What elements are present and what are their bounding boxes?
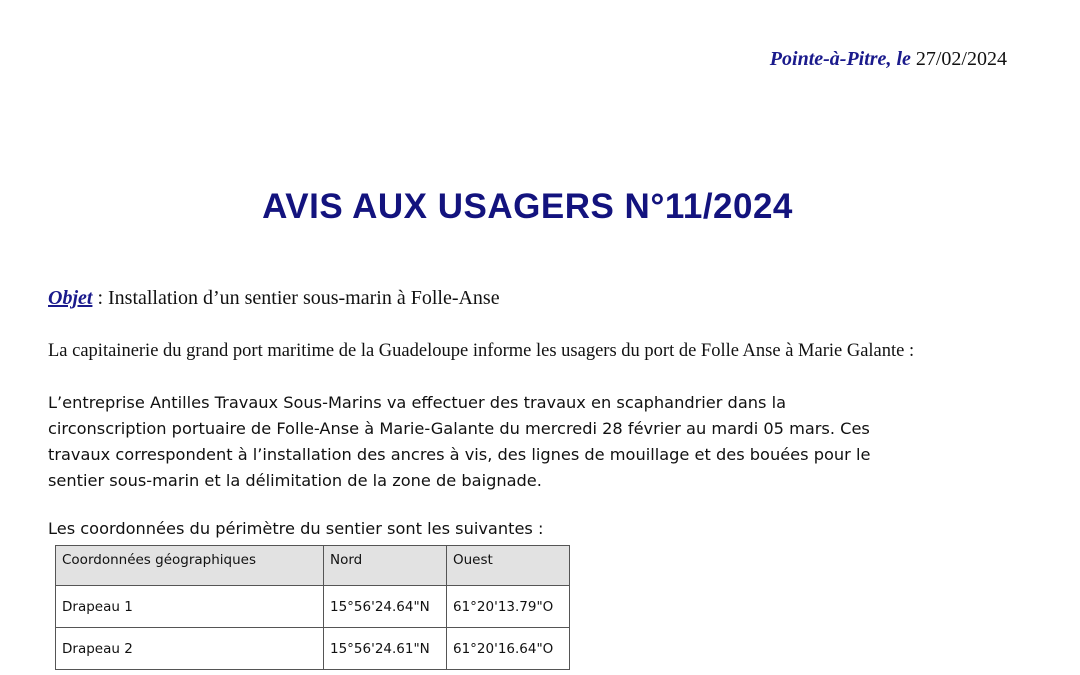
dateline-place: Pointe-à-Pitre, le xyxy=(769,48,911,70)
body-line: travaux correspondent à l’installation des ancres à vis, des lignes de mouillage et des bouées pour le xyxy=(48,445,871,464)
subject-separator: : xyxy=(92,287,108,309)
table-row xyxy=(56,628,570,670)
intro-paragraph: La capitainerie du grand port maritime de la Guadeloupe informe les usagers du port de Folle Anse à Marie Galante : xyxy=(48,341,915,361)
cell-north: 15°56'24.61"N xyxy=(324,628,447,670)
coordinates-table xyxy=(55,545,570,670)
subject-line xyxy=(48,287,500,310)
table-header-row xyxy=(56,546,570,586)
body-line: L’entreprise Antilles Travaux Sous-Marins va effectuer des travaux en scaphandrier dans la xyxy=(48,393,786,412)
header-coordinates: Coordonnées géographiques xyxy=(56,546,324,586)
dateline xyxy=(770,48,1007,71)
body-paragraph xyxy=(48,390,968,494)
subject-text: Installation d’un sentier sous-marin à Folle-Anse xyxy=(108,287,500,309)
cell-west: 61°20'13.79"O xyxy=(447,586,570,628)
cell-flag-name: Drapeau 2 xyxy=(56,628,324,670)
cell-west: 61°20'16.64"O xyxy=(447,628,570,670)
table-row xyxy=(56,586,570,628)
cell-north: 15°56'24.64"N xyxy=(324,586,447,628)
header-west: Ouest xyxy=(447,546,570,586)
coordinates-intro: Les coordonnées du périmètre du sentier sont les suivantes : xyxy=(48,519,544,538)
notice-title: AVIS AUX USAGERS N°11/2024 xyxy=(262,187,793,226)
cell-flag-name: Drapeau 1 xyxy=(56,586,324,628)
header-north: Nord xyxy=(324,546,447,586)
body-line: sentier sous-marin et la délimitation de la zone de baignade. xyxy=(48,471,542,490)
dateline-date: 27/02/2024 xyxy=(915,48,1007,70)
body-line: circonscription portuaire de Folle-Anse à Marie-Galante du mercredi 28 février au mardi 05 mars. Ces xyxy=(48,419,870,438)
subject-label: Objet xyxy=(48,287,93,309)
